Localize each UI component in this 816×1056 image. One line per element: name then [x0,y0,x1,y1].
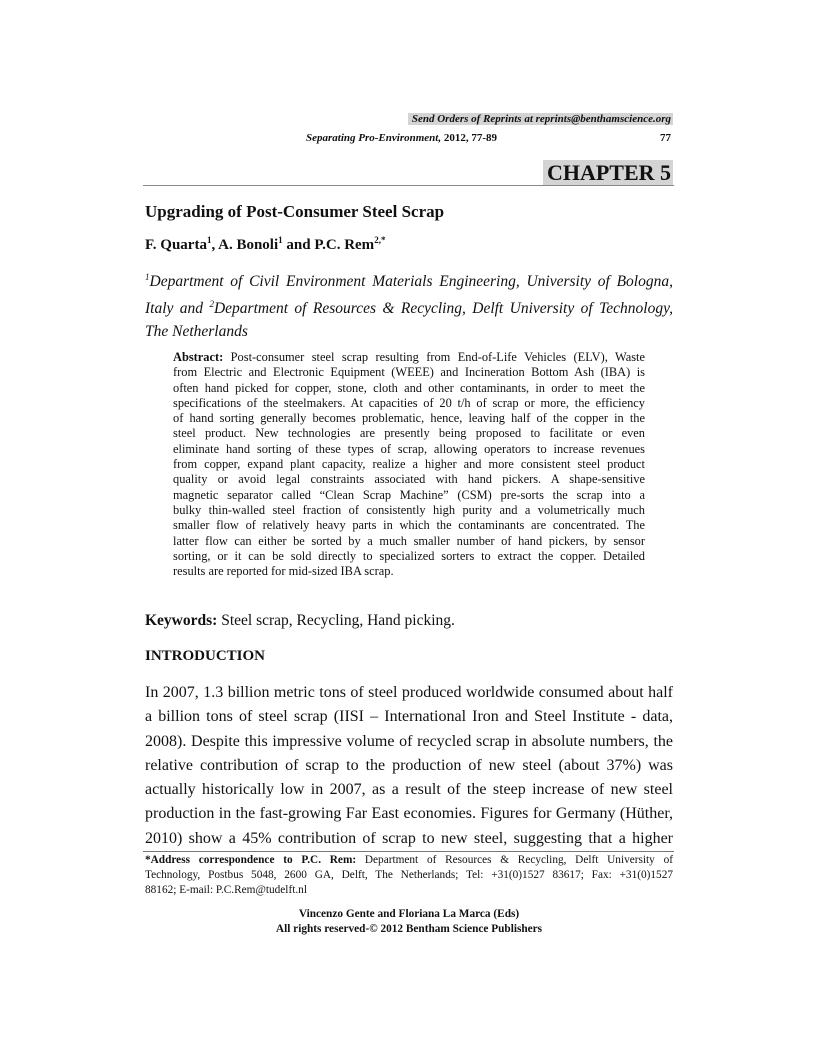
abstract-line: bulky thin-walled steel fraction of consistently high purity and a volumetrically much [173,502,645,517]
author-name: and P.C. Rem [282,237,375,253]
keywords-label: Keywords: [145,612,218,629]
abstract-line: magnetic separator called “Clean Scrap Machine” (CSM) pre-sorts the scrap into a [173,487,645,502]
abstract-line: latter flow can either be sorted by a much smaller number of hand pickers, by sensor [173,533,645,548]
footnote-line: Technology, Postbus 5048, 2600 GA, Delft, The Netherlands; Tel: +31(0)1527 83617; Fax: +31(0)1527 [145,869,673,881]
chapter-label: CHAPTER 5 [543,160,673,186]
paper-title: Upgrading of Post-Consumer Steel Scrap [145,202,445,221]
page-number: 77 [660,132,671,144]
footnote-label: *Address correspondence to P.C. Rem: [145,854,357,866]
page-header [143,112,673,144]
abstract-line: quality or avoid legal constraints associated with hand pickers. A shape-sensitive [173,472,645,487]
author-sup: 1 [278,235,283,245]
footnote [145,853,673,898]
introduction-body [145,681,673,851]
affiliation-line: Department of Civil Environment Materials Engineering, University of Bologna, [149,273,673,291]
page-footer [145,907,673,937]
journal-year-pages: 2012, 77-89 [441,132,497,144]
abstract-line: of hand sorting generally becomes problematic, hence, leaving half of the copper in the [173,411,645,426]
affiliation-sup: 1 [145,272,150,282]
abstract-line: eliminate hand sorting of these types of scrap, allowing operators to increase revenues [173,441,645,456]
body-line: In 2007, 1.3 billion metric tons of steel produced worldwide consumed about half [145,684,673,701]
body-line: 2010) show a 45% contribution of scrap to new steel, suggesting that a higher [145,829,673,847]
author-name: , A. Bonoli [211,237,279,253]
author-sup: 2,* [374,235,386,245]
body-line: relative contribution of scrap to the production of new steel (about 37%) was [145,756,673,774]
author-name: F. Quarta [145,237,207,253]
editors: Vincenzo Gente and Floriana La Marca (Eds) [298,908,520,920]
abstract-line: sorting, or it can be sold directly to specialized sorters to extract the copper. Detailed [173,548,645,563]
abstract-line: steel product. New technologies are presently being proposed to facilitate or even [173,426,645,441]
footnote-rule [143,851,674,852]
affiliation [145,266,673,343]
footnote-line: 88162; E-mail: P.C.Rem@tudelft.nl [145,884,307,896]
author-sup: 1 [206,235,212,245]
introduction-heading: INTRODUCTION [145,648,266,664]
keywords [145,612,455,630]
reprints-notice: Send Orders of Reprints at reprints@benthamscience.org [408,113,673,125]
affiliation-line: The Netherlands [145,323,248,341]
affiliation-line: Italy and [145,300,210,318]
journal-name: Separating Pro-Environment, [306,132,442,144]
abstract-line: smaller flow of relatively heavy parts in which the contaminants are concentrated. The [173,518,645,533]
abstract-line: Post-consumer steel scrap resulting from End-of-Life Vehicles (ELV), Waste [223,350,645,364]
abstract-line: results are reported for mid-sized IBA scrap. [173,564,394,579]
body-line: production in the fast-growing Far East economies. Figures for Germany (Hüther, [145,805,673,823]
authors [145,235,385,254]
abstract-label: Abstract: [173,350,224,364]
body-line: 2008). Despite this impressive volume of recycled scrap in absolute numbers, the [145,732,673,750]
affiliation-sup: 2 [209,299,214,310]
abstract [173,350,645,579]
footnote-line: Department of Resources & Recycling, Delft University of [356,854,673,866]
header-rule [143,185,674,186]
body-line: a billion tons of steel scrap (IISI – International Iron and Steel Institute - data, [145,708,673,726]
abstract-line: from Electric and Electronic Equipment (WEEE) and Incineration Bottom Ash (IBA) is [173,365,645,380]
affiliation-line: Department of Resources & Recycling, Delft University of Technology, [213,300,673,318]
keywords-text: Steel scrap, Recycling, Hand picking. [217,612,455,629]
abstract-line: from copper, expand plant capacity, realize a higher and more consistent steel product [173,457,645,472]
abstract-line: often hand picked for copper, stone, cloth and other contaminants, in order to meet the [173,380,645,395]
abstract-line: specifications of the steelmakers. At capacities of 20 t/h of scrap or more, the efficiency [173,395,645,410]
copyright: All rights reserved-© 2012 Bentham Science Publishers [275,923,543,935]
body-line: actually historically low in 2007, as a result of the steep increase of new steel [145,781,673,799]
